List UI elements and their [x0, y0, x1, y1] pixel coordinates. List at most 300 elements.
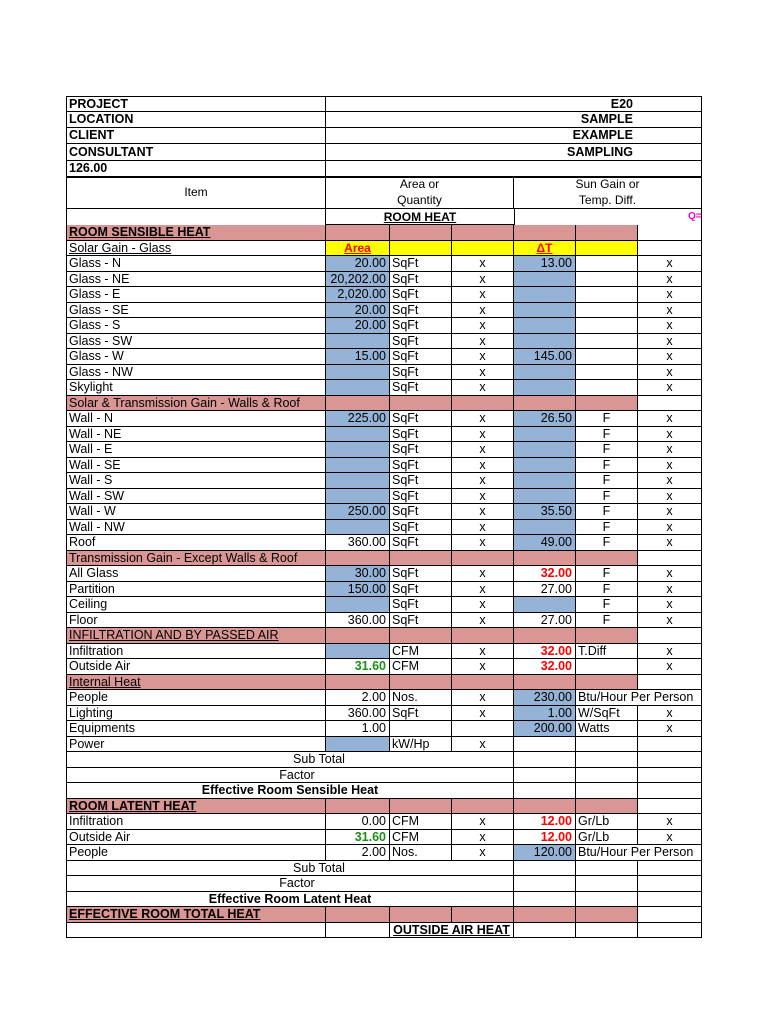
quantity-cell	[326, 597, 390, 613]
factor-unit-cell	[576, 318, 638, 334]
info-value: E20	[326, 96, 702, 112]
section-cell	[638, 551, 702, 567]
empty-cell	[638, 768, 702, 784]
factor-unit-cell	[576, 272, 638, 288]
multiply-cell: x	[638, 721, 702, 737]
item-label: Equipments	[66, 721, 326, 737]
item-label: Roof	[66, 535, 326, 551]
multiply-cell: x	[452, 690, 514, 706]
info-row	[66, 144, 702, 161]
multiply-cell: x	[638, 318, 702, 334]
quantity-cell	[326, 365, 390, 381]
diff-cell	[514, 318, 576, 334]
multiply-cell: x	[452, 442, 514, 458]
empty-cell	[638, 892, 702, 908]
quantity-cell	[326, 334, 390, 350]
diff-cell	[514, 334, 576, 350]
quantity-cell: 2.00	[326, 845, 390, 861]
item-label: Glass - SE	[66, 303, 326, 319]
item-label: Lighting	[66, 706, 326, 722]
factor-unit-cell: Btu/Hour Per Person	[578, 690, 694, 704]
info-row	[66, 96, 702, 112]
unit-cell: kW/Hp	[390, 737, 452, 753]
multiply-cell: x	[452, 272, 514, 288]
quantity-cell: 30.00	[326, 566, 390, 582]
item-label: Glass - NW	[66, 365, 326, 381]
table-row	[66, 721, 702, 737]
empty-cell	[576, 876, 638, 892]
heat-rows	[66, 225, 702, 938]
empty-cell	[326, 923, 390, 939]
multiply-cell: x	[638, 706, 702, 722]
item-label: Power	[66, 737, 326, 753]
section-cell	[390, 225, 452, 241]
multiply-cell: x	[638, 427, 702, 443]
table-row	[66, 303, 702, 319]
factor-unit-cell	[576, 365, 638, 381]
empty-cell	[514, 768, 576, 784]
multiply-cell: x	[638, 256, 702, 272]
factor-unit-cell: F	[576, 582, 638, 598]
factor-unit-cell	[576, 303, 638, 319]
table-row	[66, 225, 702, 241]
multiply-cell: x	[638, 566, 702, 582]
table-row	[66, 768, 702, 784]
info-row	[66, 128, 702, 144]
item-label: All Glass	[66, 566, 326, 582]
multiply-cell: x	[452, 473, 514, 489]
quantity-cell	[326, 442, 390, 458]
unit-cell: SqFt	[390, 442, 452, 458]
multiply-cell: x	[452, 597, 514, 613]
multiply-cell: x	[638, 504, 702, 520]
multiply-cell: x	[638, 520, 702, 536]
multiply-cell	[638, 845, 702, 861]
section-cell	[390, 675, 452, 691]
delta-t-heading: ΔT	[514, 241, 576, 257]
factor-unit-cell	[576, 737, 638, 753]
factor-unit-cell	[576, 334, 638, 350]
table-row	[66, 504, 702, 520]
info-label: PROJECT	[66, 96, 326, 112]
item-label: Outside Air	[66, 659, 326, 675]
multiply-cell: x	[638, 442, 702, 458]
empty-cell	[638, 876, 702, 892]
factor-unit-cell: Btu/Hour Per Person	[578, 845, 694, 859]
diff-cell: 12.00	[514, 814, 576, 830]
item-label: Skylight	[66, 380, 326, 396]
section-cell	[638, 799, 702, 815]
empty-cell	[576, 768, 638, 784]
unit-cell: SqFt	[390, 303, 452, 319]
diff-cell: 12.00	[514, 830, 576, 846]
factor-unit-cell: F	[576, 535, 638, 551]
item-label: Wall - E	[66, 442, 326, 458]
multiply-cell: x	[638, 287, 702, 303]
factor-unit-cell	[576, 256, 638, 272]
multiply-cell: x	[452, 365, 514, 381]
item-label: People	[66, 690, 326, 706]
section-label: Solar & Transmission Gain - Walls & Roof	[66, 396, 326, 412]
section-label: Transmission Gain - Except Walls & Roof	[66, 551, 326, 567]
empty-cell	[576, 923, 638, 939]
section-cell	[514, 225, 576, 241]
empty-cell	[576, 783, 638, 799]
section-cell	[576, 225, 638, 241]
table-row	[66, 923, 702, 939]
multiply-cell: x	[638, 659, 702, 675]
section-cell	[638, 907, 702, 923]
unit-cell: CFM	[390, 659, 452, 675]
section-cell	[576, 675, 638, 691]
section-cell	[514, 551, 576, 567]
factor-unit-cell: F	[576, 489, 638, 505]
empty-cell	[638, 752, 702, 768]
table-row	[66, 349, 702, 365]
unit-cell: SqFt	[390, 706, 452, 722]
multiply-cell: x	[452, 845, 514, 861]
diff-cell: 26.50	[514, 411, 576, 427]
table-row	[66, 675, 702, 691]
item-label: Glass - S	[66, 318, 326, 334]
multiply-cell: x	[452, 380, 514, 396]
section-cell	[514, 675, 576, 691]
section-cell	[514, 396, 576, 412]
quantity-cell	[326, 473, 390, 489]
subtotal-label: Effective Room Latent Heat	[66, 892, 514, 908]
table-row	[66, 287, 702, 303]
table-row	[66, 830, 702, 846]
section-cell	[452, 225, 514, 241]
info-value: SAMPLE	[326, 112, 702, 128]
section-cell	[326, 799, 390, 815]
multiply-cell: x	[452, 349, 514, 365]
factor-unit-cell: Gr/Lb	[576, 814, 638, 830]
item-label: Glass - N	[66, 256, 326, 272]
table-row	[66, 582, 702, 598]
quantity-cell: 1.00	[326, 721, 390, 737]
table-row	[66, 907, 702, 923]
section-cell	[576, 628, 638, 644]
table-row	[66, 659, 702, 675]
multiply-cell: x	[452, 582, 514, 598]
quantity-cell: 150.00	[326, 582, 390, 598]
multiply-cell: x	[452, 644, 514, 660]
diff-cell	[514, 597, 576, 613]
table-row	[66, 427, 702, 443]
multiply-cell: x	[452, 458, 514, 474]
item-header: Item	[66, 177, 326, 209]
section-cell	[326, 907, 390, 923]
quantity-cell	[326, 520, 390, 536]
outside-air-heat-title: OUTSIDE AIR HEAT	[390, 923, 514, 939]
subtotal-label: Sub Total	[66, 752, 514, 768]
unit-cell: CFM	[390, 644, 452, 660]
diff-cell	[514, 365, 576, 381]
factor-unit-cell: F	[576, 442, 638, 458]
yellow-cell	[390, 241, 452, 257]
diff-cell: 35.50	[514, 504, 576, 520]
section-cell	[390, 628, 452, 644]
multiply-cell	[638, 737, 702, 753]
multiply-cell: x	[638, 814, 702, 830]
unit-cell: SqFt	[390, 613, 452, 629]
factor-unit-cell: F	[576, 504, 638, 520]
diff-cell	[514, 272, 576, 288]
unit-cell: SqFt	[390, 458, 452, 474]
table-row	[66, 814, 702, 830]
multiply-cell: x	[452, 303, 514, 319]
info-value: SAMPLING	[326, 144, 702, 161]
factor-unit-cell	[576, 380, 638, 396]
diff-cell: 145.00	[514, 349, 576, 365]
section-cell	[514, 799, 576, 815]
section-cell	[326, 396, 390, 412]
diff-cell	[514, 442, 576, 458]
section-cell	[326, 675, 390, 691]
unit-cell: SqFt	[390, 582, 452, 598]
section-cell	[452, 675, 514, 691]
multiply-cell: x	[638, 535, 702, 551]
unit-cell: SqFt	[390, 380, 452, 396]
table-row	[66, 876, 702, 892]
unit-cell: SqFt	[390, 272, 452, 288]
unit-cell: SqFt	[390, 597, 452, 613]
table-row	[66, 318, 702, 334]
quantity-cell: 31.60	[326, 659, 390, 675]
multiply-cell: x	[638, 582, 702, 598]
multiply-cell: x	[638, 597, 702, 613]
heat-load-sheet	[66, 96, 702, 938]
info-label: CLIENT	[66, 128, 326, 144]
table-row	[66, 380, 702, 396]
unit-cell: SqFt	[390, 473, 452, 489]
factor-unit-cell: F	[576, 458, 638, 474]
quantity-cell: 20,202.00	[326, 272, 390, 288]
unit-cell: SqFt	[390, 256, 452, 272]
info-row	[66, 112, 702, 128]
area-header: Area or Quantity	[326, 177, 514, 209]
multiply-cell	[638, 690, 702, 706]
unit-cell: CFM	[390, 830, 452, 846]
unit-cell: Nos.	[390, 690, 452, 706]
table-row	[66, 613, 702, 629]
table-row	[66, 783, 702, 799]
unit-cell: SqFt	[390, 349, 452, 365]
multiply-cell: x	[452, 427, 514, 443]
empty-cell	[638, 783, 702, 799]
table-row	[66, 473, 702, 489]
section-cell	[576, 396, 638, 412]
item-label: Partition	[66, 582, 326, 598]
multiply-cell: x	[452, 535, 514, 551]
unit-cell: SqFt	[390, 489, 452, 505]
unit-cell: SqFt	[390, 427, 452, 443]
unit-cell: CFM	[390, 814, 452, 830]
multiply-cell: x	[452, 659, 514, 675]
factor-unit-cell: F	[576, 597, 638, 613]
section-cell	[514, 628, 576, 644]
quantity-cell: 15.00	[326, 349, 390, 365]
factor-unit-cell: F	[576, 613, 638, 629]
table-row	[66, 334, 702, 350]
multiply-cell: x	[638, 411, 702, 427]
section-cell	[576, 799, 638, 815]
item-label: Infiltration	[66, 814, 326, 830]
section-label: ROOM LATENT HEAT	[66, 799, 326, 815]
section-label: INFILTRATION AND BY PASSED AIR	[66, 628, 326, 644]
factor-unit-cell: Gr/Lb	[576, 830, 638, 846]
unit-cell: SqFt	[390, 535, 452, 551]
info-value	[326, 161, 702, 177]
multiply-cell: x	[452, 489, 514, 505]
quantity-cell: 2.00	[326, 690, 390, 706]
factor-unit-cell	[576, 349, 638, 365]
item-label: Wall - S	[66, 473, 326, 489]
table-row	[66, 706, 702, 722]
info-row	[66, 161, 702, 177]
table-row	[66, 799, 702, 815]
table-row	[66, 690, 702, 706]
multiply-cell: x	[452, 706, 514, 722]
table-row	[66, 752, 702, 768]
column-header	[66, 177, 702, 209]
section-cell	[390, 396, 452, 412]
info-label: LOCATION	[66, 112, 326, 128]
table-row	[66, 241, 702, 257]
empty-cell	[638, 861, 702, 877]
quantity-cell: 0.00	[326, 814, 390, 830]
unit-cell: SqFt	[390, 334, 452, 350]
factor-unit-cell: F	[576, 473, 638, 489]
section-cell	[638, 628, 702, 644]
q-label: Q=	[688, 211, 702, 222]
yellow-cell	[452, 241, 514, 257]
diff-cell: 49.00	[514, 535, 576, 551]
quantity-cell	[326, 737, 390, 753]
table-row	[66, 396, 702, 412]
diff-cell: 27.00	[514, 582, 576, 598]
section-cell	[576, 551, 638, 567]
unit-cell: SqFt	[390, 520, 452, 536]
empty-cell	[66, 923, 326, 939]
multiply-cell: x	[452, 737, 514, 753]
multiply-cell: x	[638, 644, 702, 660]
table-row	[66, 535, 702, 551]
diff-cell	[514, 287, 576, 303]
multiply-cell: x	[638, 613, 702, 629]
table-row	[66, 892, 702, 908]
multiply-cell: x	[638, 272, 702, 288]
table-row	[66, 737, 702, 753]
unit-cell: Nos.	[390, 845, 452, 861]
table-row	[66, 442, 702, 458]
empty-cell	[576, 752, 638, 768]
table-row	[66, 256, 702, 272]
multiply-cell: x	[638, 473, 702, 489]
section-cell	[452, 799, 514, 815]
item-label: Outside Air	[66, 830, 326, 846]
quantity-cell: 2,020.00	[326, 287, 390, 303]
item-label: Glass - NE	[66, 272, 326, 288]
sun-gain-header: Sun Gain or Temp. Diff.	[514, 177, 702, 209]
factor-unit-cell: W/SqFt	[576, 706, 638, 722]
quantity-cell: 20.00	[326, 256, 390, 272]
subtotal-label: Sub Total	[66, 861, 514, 877]
table-row	[66, 520, 702, 536]
quantity-cell	[326, 458, 390, 474]
multiply-cell: x	[452, 256, 514, 272]
item-label: Wall - SE	[66, 458, 326, 474]
quantity-cell: 31.60	[326, 830, 390, 846]
empty-cell	[638, 923, 702, 939]
multiply-cell: x	[638, 334, 702, 350]
empty-cell	[514, 923, 576, 939]
diff-cell	[514, 520, 576, 536]
subtotal-label: Factor	[66, 876, 514, 892]
unit-cell	[390, 721, 452, 737]
diff-cell	[514, 380, 576, 396]
item-label: Glass - E	[66, 287, 326, 303]
section-cell	[326, 628, 390, 644]
section-cell	[326, 225, 390, 241]
table-row	[66, 628, 702, 644]
table-row	[66, 489, 702, 505]
factor-unit-cell: Watts	[576, 721, 638, 737]
quantity-cell: 20.00	[326, 303, 390, 319]
factor-unit-cell: T.Diff	[576, 644, 638, 660]
diff-cell: 200.00	[514, 721, 576, 737]
table-row	[66, 272, 702, 288]
empty-cell	[576, 861, 638, 877]
table-row	[66, 644, 702, 660]
section-cell	[452, 907, 514, 923]
group-label: Solar Gain - Glass	[66, 241, 326, 257]
diff-cell: 120.00	[514, 845, 576, 861]
multiply-cell: x	[452, 411, 514, 427]
multiply-cell: x	[452, 613, 514, 629]
multiply-cell: x	[452, 287, 514, 303]
unit-cell: SqFt	[390, 318, 452, 334]
section-cell	[638, 396, 702, 412]
multiply-cell: x	[452, 566, 514, 582]
item-label: Wall - NW	[66, 520, 326, 536]
section-cell	[452, 396, 514, 412]
diff-cell: 32.00	[514, 566, 576, 582]
item-label: Ceiling	[66, 597, 326, 613]
factor-unit-cell: F	[576, 566, 638, 582]
section-label: ROOM SENSIBLE HEAT	[66, 225, 326, 241]
table-row	[66, 566, 702, 582]
info-label: CONSULTANT	[66, 144, 326, 161]
item-label: Glass - W	[66, 349, 326, 365]
room-heat-title: ROOM HEAT	[326, 209, 514, 225]
info-value: EXAMPLE	[326, 128, 702, 144]
multiply-cell: x	[638, 303, 702, 319]
section-cell	[452, 628, 514, 644]
table-row	[66, 861, 702, 877]
quantity-cell: 225.00	[326, 411, 390, 427]
factor-unit-cell: F	[576, 520, 638, 536]
factor-unit-cell: F	[576, 411, 638, 427]
item-label: Floor	[66, 613, 326, 629]
diff-cell: 230.00	[514, 690, 576, 706]
quantity-cell: 250.00	[326, 504, 390, 520]
section-cell	[390, 551, 452, 567]
quantity-cell: 360.00	[326, 535, 390, 551]
quantity-cell	[326, 427, 390, 443]
empty-cell	[638, 241, 702, 257]
